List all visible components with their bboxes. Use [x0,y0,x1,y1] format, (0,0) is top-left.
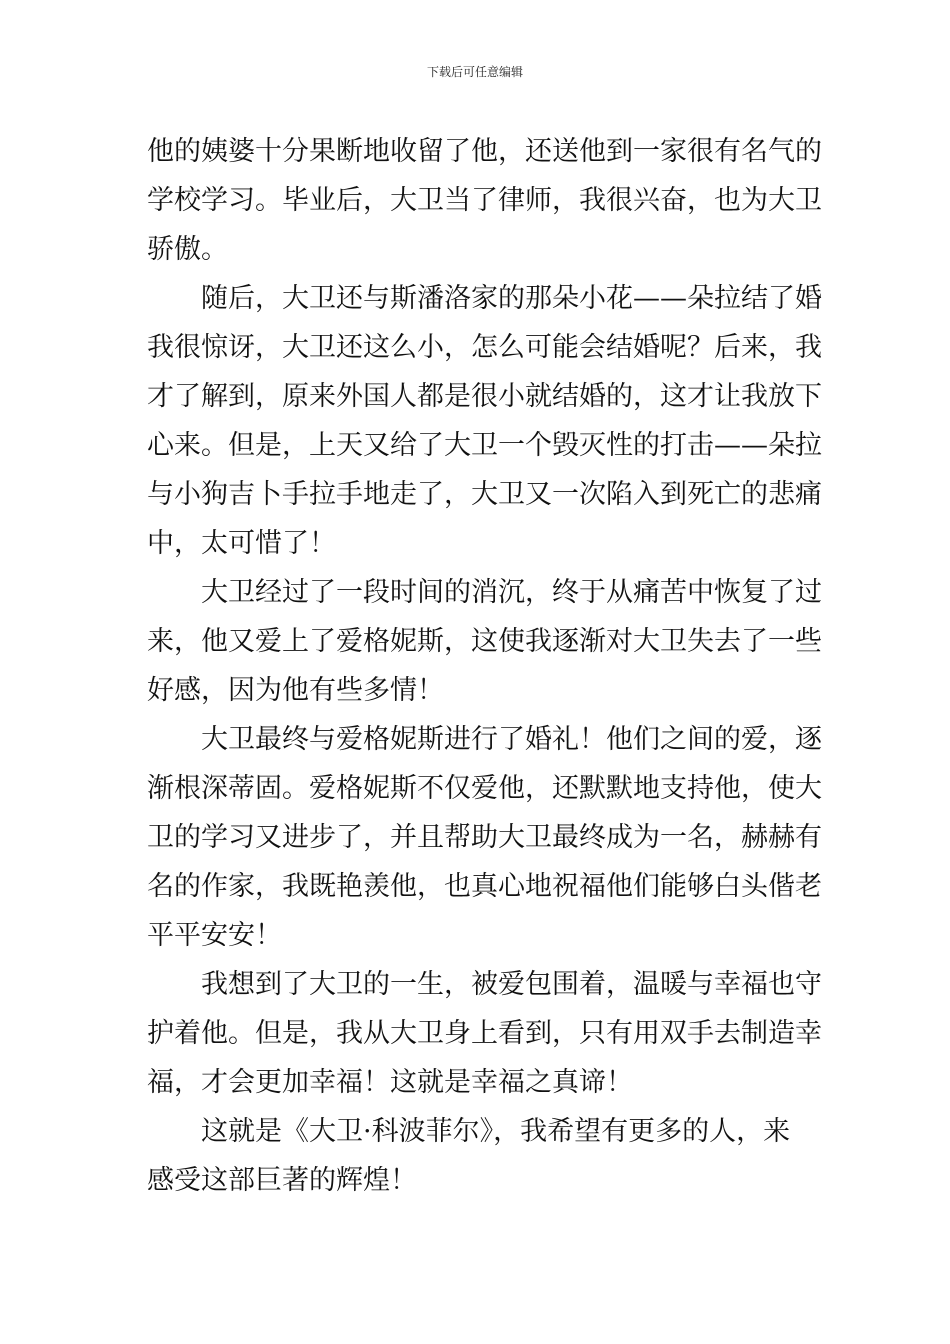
paragraph-3 [147,568,822,715]
text-line: 这就是《大卫·科波菲尔》，我希望有更多的人，来 [201,1116,791,1147]
text-line: 名的作家，我既艳羡他，也真心地祝福他们能够白头偕老 [147,871,822,902]
text-line: 福，才会更加幸福！这就是幸福之真谛！ [147,1067,633,1098]
text-line: 感受这部巨著的辉煌！ [147,1165,417,1196]
text-line: 随后，大卫还与斯潘洛家的那朵小花——朵拉结了婚 [201,283,822,314]
text-line: 与小狗吉卜手拉手地走了，大卫又一次陷入到死亡的悲痛 [147,479,822,510]
paragraph-2 [147,274,822,568]
article-body [147,127,822,1205]
paragraph-6 [147,1107,807,1205]
paragraph-5 [147,960,822,1107]
page-header: 下载后可任意编辑 [426,65,523,79]
text-line: 我很惊讶，大卫还这么小，怎么可能会结婚呢？后来，我 [147,332,822,363]
text-line: 好感，因为他有些多情！ [147,675,444,706]
text-line: 大卫经过了一段时间的消沉，终于从痛苦中恢复了过 [201,577,822,608]
text-line: 学校学习。毕业后，大卫当了律师，我很兴奋，也为大卫 [147,185,822,216]
text-line: 骄傲。 [147,234,228,265]
text-line: 心来。但是，上天又给了大卫一个毁灭性的打击——朵拉 [147,430,822,461]
text-line: 护着他。但是，我从大卫身上看到，只有用双手去制造幸 [147,1018,822,1049]
text-line: 渐根深蒂固。爱格妮斯不仅爱他，还默默地支持他，使大 [147,773,822,804]
text-line: 卫的学习又进步了，并且帮助大卫最终成为一名，赫赫有 [147,822,822,853]
text-line: 大卫最终与爱格妮斯进行了婚礼！他们之间的爱，逐 [201,724,822,755]
text-line: 他的姨婆十分果断地收留了他，还送他到一家很有名气的 [147,136,822,167]
text-line: 来，他又爱上了爱格妮斯，这使我逐渐对大卫失去了一些 [147,626,822,657]
text-line: 中，太可惜了！ [147,528,336,559]
text-line: 平平安安！ [147,920,282,951]
paragraph-4 [147,715,822,960]
text-line: 才了解到，原来外国人都是很小就结婚的，这才让我放下 [147,381,822,412]
text-line: 我想到了大卫的一生，被爱包围着，温暖与幸福也守 [201,969,822,1000]
paragraph-1 [147,127,822,274]
